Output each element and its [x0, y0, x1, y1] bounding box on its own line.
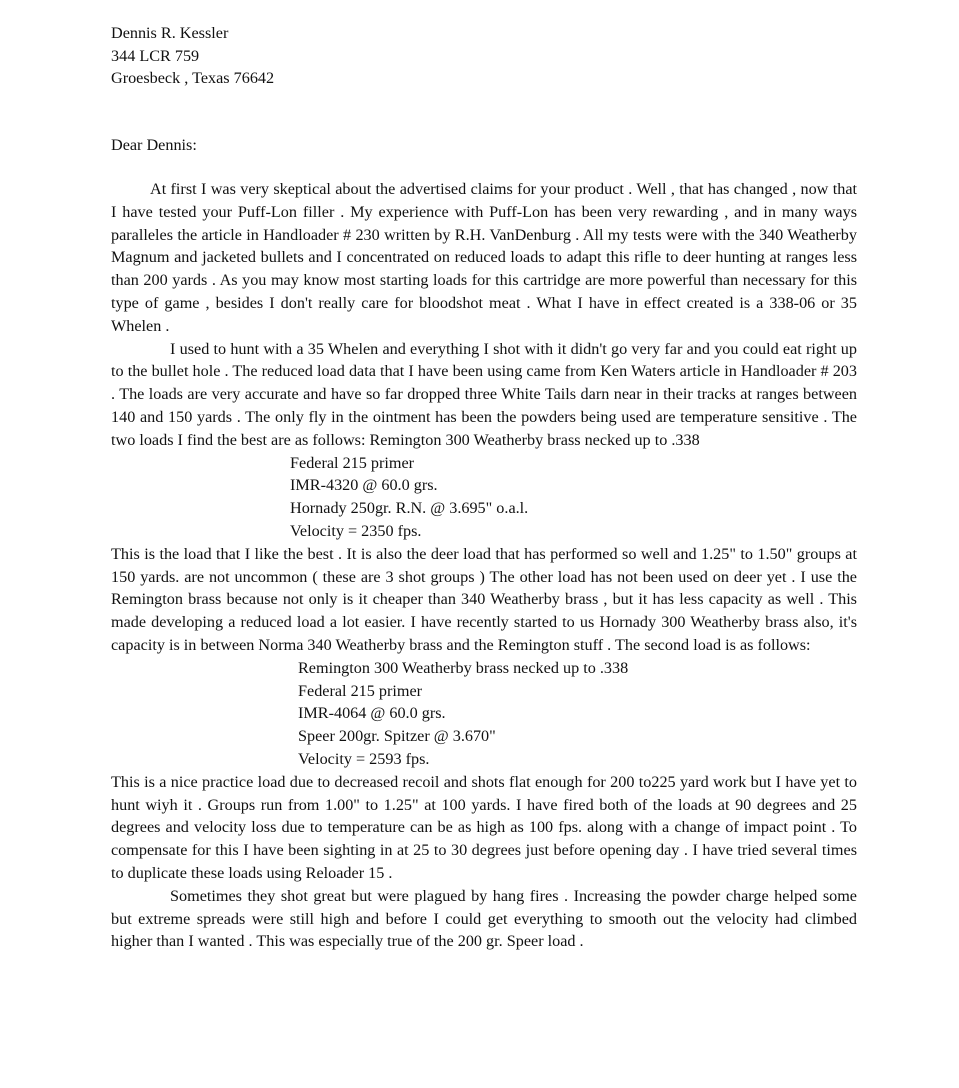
load-1-spec — [111, 452, 857, 543]
load-2-powder: IMR-4064 @ 60.0 grs. — [298, 704, 446, 723]
load-2-bullet: Speer 200gr. Spitzer @ 3.670" — [298, 727, 496, 746]
salutation: Dear Dennis: — [111, 136, 197, 154]
paragraph-3: This is the load that I like the best . It is also the deer load that has performed so well and 1.25" to 1.50" groups at 150 yards. are not uncommon ( these are 3 shot groups ) The other load has not been used on deer yet . I use the Remington brass because not only is it cheaper than 340 Weatherby brass , but it has less capacity as well . This made developing a reduced load a lot easier. I have recently started to us Hornady 300 Weatherby brass also, it's capacity is in between Norma 340 Weatherby brass and the Remington stuff . The second load is as follows: — [111, 544, 857, 654]
load-1-velocity: Velocity = 2350 fps. — [290, 521, 422, 540]
letter-body — [111, 178, 857, 953]
paragraph-5: Sometimes they shot great but were plagued by hang fires . Increasing the powder charge helped some but extreme spreads were still high and before I could get everything to smooth out the velocity had climbed higher than I wanted . This was especially true of the 200 gr. Speer load . — [111, 886, 857, 951]
sender-street: 344 LCR 759 — [111, 46, 200, 65]
load-1-primer: Federal 215 primer — [290, 453, 415, 472]
sender-city: Groesbeck , Texas 76642 — [111, 69, 275, 87]
sender-address — [111, 22, 274, 90]
paragraph-2: I used to hunt with a 35 Whelen and everything I shot with it didn't go very far and you could eat right up to the bullet hole . The reduced load data that I have been using came from Ken Waters article in Handloader # 203 . The loads are very accurate and have so far dropped three White Tails darn near in their tracks at ranges between 140 and 150 yards . The only fly in the ointment has been the powders being used are temperature sensitive . The two loads I find the best are as follows: Remington 300 Weatherby brass necked up to .338 — [111, 339, 857, 449]
load-1-powder: IMR-4320 @ 60.0 grs. — [290, 476, 438, 495]
paragraph-4: This is a nice practice load due to decreased recoil and shots flat enough for 200 to225 yard work but I have yet to hunt wiyh it . Groups run from 1.00" to 1.25" at 100 yards. I have fired both of the loads at 90 degrees and 25 degrees and velocity loss due to temperature can be as high as 100 fps. along with a change of impact point . To compensate for this I have been sighting in at 25 to 30 degrees just before opening day . I have tried several times to duplicate these loads using Reloader 15 . — [111, 772, 857, 882]
load-1-bullet: Hornady 250gr. R.N. @ 3.695" o.a.l. — [290, 499, 529, 518]
load-2-primer: Federal 215 primer — [298, 681, 423, 700]
load-2-velocity: Velocity = 2593 fps. — [298, 749, 430, 768]
paragraph-1: At first I was very skeptical about the advertised claims for your product . Well , that has changed , now that I have tested your Puff-Lon filler . My experience with Puff-Lon has been very rewarding , and in many ways paralleles the article in Handloader # 230 written by R.H. VanDenburg . All my tests were with the 340 Weatherby Magnum and jacketed bullets and I concentrated on reduced loads to adapt this rifle to deer hunting at ranges less than 200 yards . As you may know most starting loads for this cartridge are more powerful than necessary for this type of game , besides I don't really care for bloodshot meat . What I have in effect created is a 338-06 or 35 Whelen . — [111, 180, 857, 335]
load-2-brass: Remington 300 Weatherby brass necked up to .338 — [298, 658, 629, 677]
sender-name: Dennis R. Kessler — [111, 24, 229, 42]
load-2-spec — [111, 657, 857, 771]
